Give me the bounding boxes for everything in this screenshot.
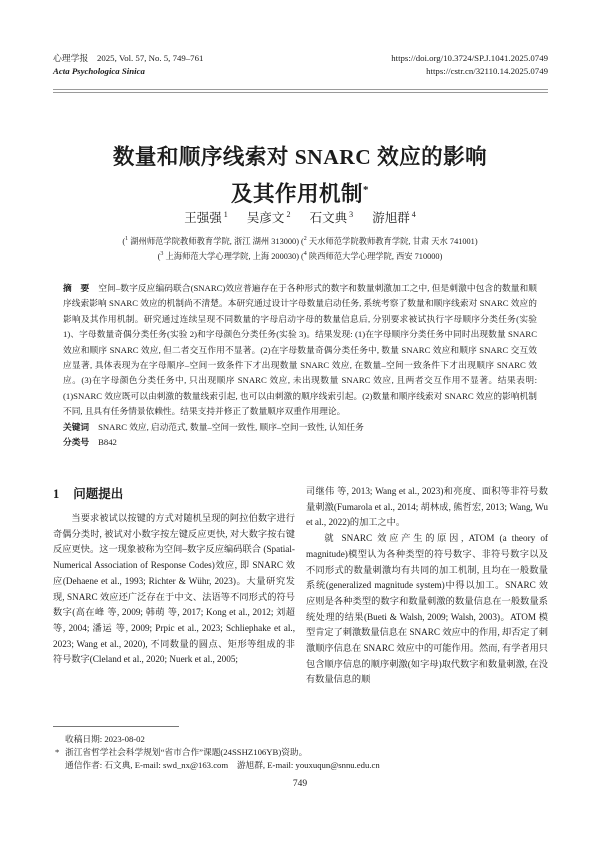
funding-text: 浙江省哲学社会科学规划“省市合作”课题(24SSHZ106YB)资助。 [65, 747, 308, 758]
paragraph-left-1: 当要求被试以按键的方式对随机呈现的阿拉伯数字进行奇偶分类时, 被试对小数字按左键反应更快, 对大数字按右键反应更快。这一现象被称为空间–数字反应编码联合 (Spatial-Numerical Association of Response Codes)效应, 即 SNARC 效应(Dehaene et al., 1993; Richter & Wühr, 2023)。大量研究发现, SNARC 效应还广泛存在于中文、法语等不同形式的符号数字(高在峰 等, 2009; 韩萌 等, 2017; Kong et al., 2012; 刘超 等, 2004; 潘运 等, 2009; Prpic et al., 2023; Schliephake et al., 2023; Wang et al., 2020), 不同数量的圆点、矩形等组成的非符号数字(Cleland et al., 2020; Nuerk et al., 2005; [53, 513, 295, 665]
classification-line [63, 435, 537, 450]
doi-block [391, 52, 548, 78]
author-1-sup: 1 [223, 209, 228, 219]
journal-title-en: Acta Psychologica Sinica [53, 66, 145, 76]
author-4-sup: 4 [411, 209, 416, 219]
paper-title-line1: 数量和顺序线索对 SNARC 效应的影响 [112, 145, 488, 170]
section-number: 1 [53, 487, 60, 501]
journal-title-zh: 心理学报 2025, Vol. 57, No. 5, 749–761 [53, 53, 204, 63]
author-2 [247, 211, 291, 225]
doi-link[interactable]: https://doi.org/10.3724/SP.J.1041.2025.0749 [391, 53, 548, 63]
author-line [0, 208, 600, 226]
body-columns [53, 484, 548, 718]
keywords-label: 关键词 [63, 421, 90, 432]
paper-title [0, 141, 600, 211]
author-2-sup: 2 [286, 209, 291, 219]
affiliation-line-1: ($^1$ 湖州师范学院教师教育学院, 浙江 湖州 313000) ($^2$ 天水师范学院教师教育学院, 甘肃 天水 741001) [122, 236, 478, 246]
funding-mark: * [55, 747, 60, 758]
abstract-block [63, 281, 537, 450]
paragraph-right-continuation: 司继伟 等, 2013; Wang et al., 2023)和亮度、面积等非符号数量刺激(Fumarola et al., 2014; 胡林成, 熊哲宏, 2013; Wang, Wu et al., 2022)的加工之中。 [306, 486, 548, 528]
cstr-link[interactable]: https://cstr.cn/32110.14.2025.0749 [426, 66, 548, 76]
correspondence-note: 通信作者: 石文典, E-mail: swd_nx@163.com 游旭群, E-mail: youxuqun@snnu.edu.cn [65, 760, 380, 771]
author-4 [372, 211, 416, 225]
author-1 [184, 211, 228, 225]
footnote-divider [53, 726, 179, 727]
body-column-right [306, 484, 548, 718]
author-3 [310, 211, 354, 225]
keywords-text: SNARC 效应, 启动范式, 数量–空间一致性, 顺序–空间一致性, 认知任务 [98, 421, 364, 432]
author-3-name: 石文典 [309, 211, 348, 225]
paragraph-right-2: 就 SNARC 效应产生的原因, ATOM (a theory of magnitude)模型认为各种类型的符号数字、非符号数字以及不同形式的数量刺激均有共同的加工机制, 且均在一般数量系统(generalized magnitude system)中得以加工。SNARC 效应则是各种类型的数字和数量刺激的数量信息在一般数量系统处理的结果(Bueti & Walsh, 2009; Walsh, 2003)。ATOM 模型肯定了刺激数量信息在 SNARC 效应中的作用, 却否定了刺激顺序信息在 SNARC 效应中的可能作用。然而, 有学者用只包含顺序信息的顺序刺激(如字母)取代数字和数量刺激, 在没有数量信息的顺 [306, 533, 548, 685]
section-title: 问题提出 [73, 487, 124, 501]
classification-value: B842 [98, 437, 117, 448]
received-date: 收稿日期: 2023-08-02 [65, 734, 145, 744]
section-heading-1 [53, 486, 295, 502]
author-1-name: 王强强 [184, 211, 222, 225]
funding-note [53, 746, 548, 759]
paper-title-line2: 及其作用机制 [230, 182, 363, 207]
keywords-line [63, 420, 537, 435]
author-3-sup: 3 [349, 209, 354, 219]
abstract-text: 空间–数字反应编码联合(SNARC)效应普遍存在于各种形式的数字和数量刺激加工之中, 但是刺激中包含的数量和顺序线索影响 SNARC 效应的机制尚不清楚。本研究通过设计字母数量启动任务, 系统考察了数量和顺序线索对 SNARC 效应的影响及其作用机制。研究通过连续呈现不同数量的字母启动字母的数量信息后, 分别要求被试执行字母顺序分类任务(实验 1)、字母数量奇偶分类任务(实验 2)和字母颜色分类任务(实验 3)。结果发现: (1)在字母顺序分类任务中同时出现数量 SNARC 效应和顺序 SNARC 效应, 但二者交互作用不显著。(2)在字母数量奇偶分类任务中, 数量 SNARC 效应和顺序 SNARC 交互效应显著, 具体表现为在字母顺序–空间一致条件下才出现数量 SNARC 效应, 在数量–空间一致条件下才出现顺序 SNARC 效应。(3)在字母颜色分类任务中, 只出现顺序 SNARC 效应, 未出现数量 SNARC 效应, 且两者交互作用不显著。结果表明: (1)SNARC 效应既可以由刺激的数量线索引起, 也可以由刺激的顺序线索引起。(2)数量和顺序线索对 SNARC 效应的影响机制不同, 且具有任务情景依赖性。结果支持并修正了数量顺序双重作用理论。 [63, 283, 537, 417]
journal-info [53, 52, 203, 78]
body-column-left [53, 484, 295, 718]
author-4-name: 游旭群 [372, 211, 410, 225]
title-footnote-mark: * [363, 184, 369, 197]
affiliation-line-2: ($^3$ 上海师范大学心理学院, 上海 200030) ($^4$ 陕西师范大学心理学院, 西安 710000) [157, 250, 443, 261]
masthead [53, 52, 548, 78]
header-divider [53, 89, 548, 93]
classification-label: 分类号 [63, 437, 90, 448]
abstract-paragraph [63, 281, 537, 420]
affiliations [0, 233, 600, 263]
author-2-name: 吴彦文 [246, 211, 285, 225]
abstract-label: 摘 要 [63, 283, 90, 293]
footnote-block [53, 726, 548, 773]
page-number: 749 [292, 779, 308, 789]
